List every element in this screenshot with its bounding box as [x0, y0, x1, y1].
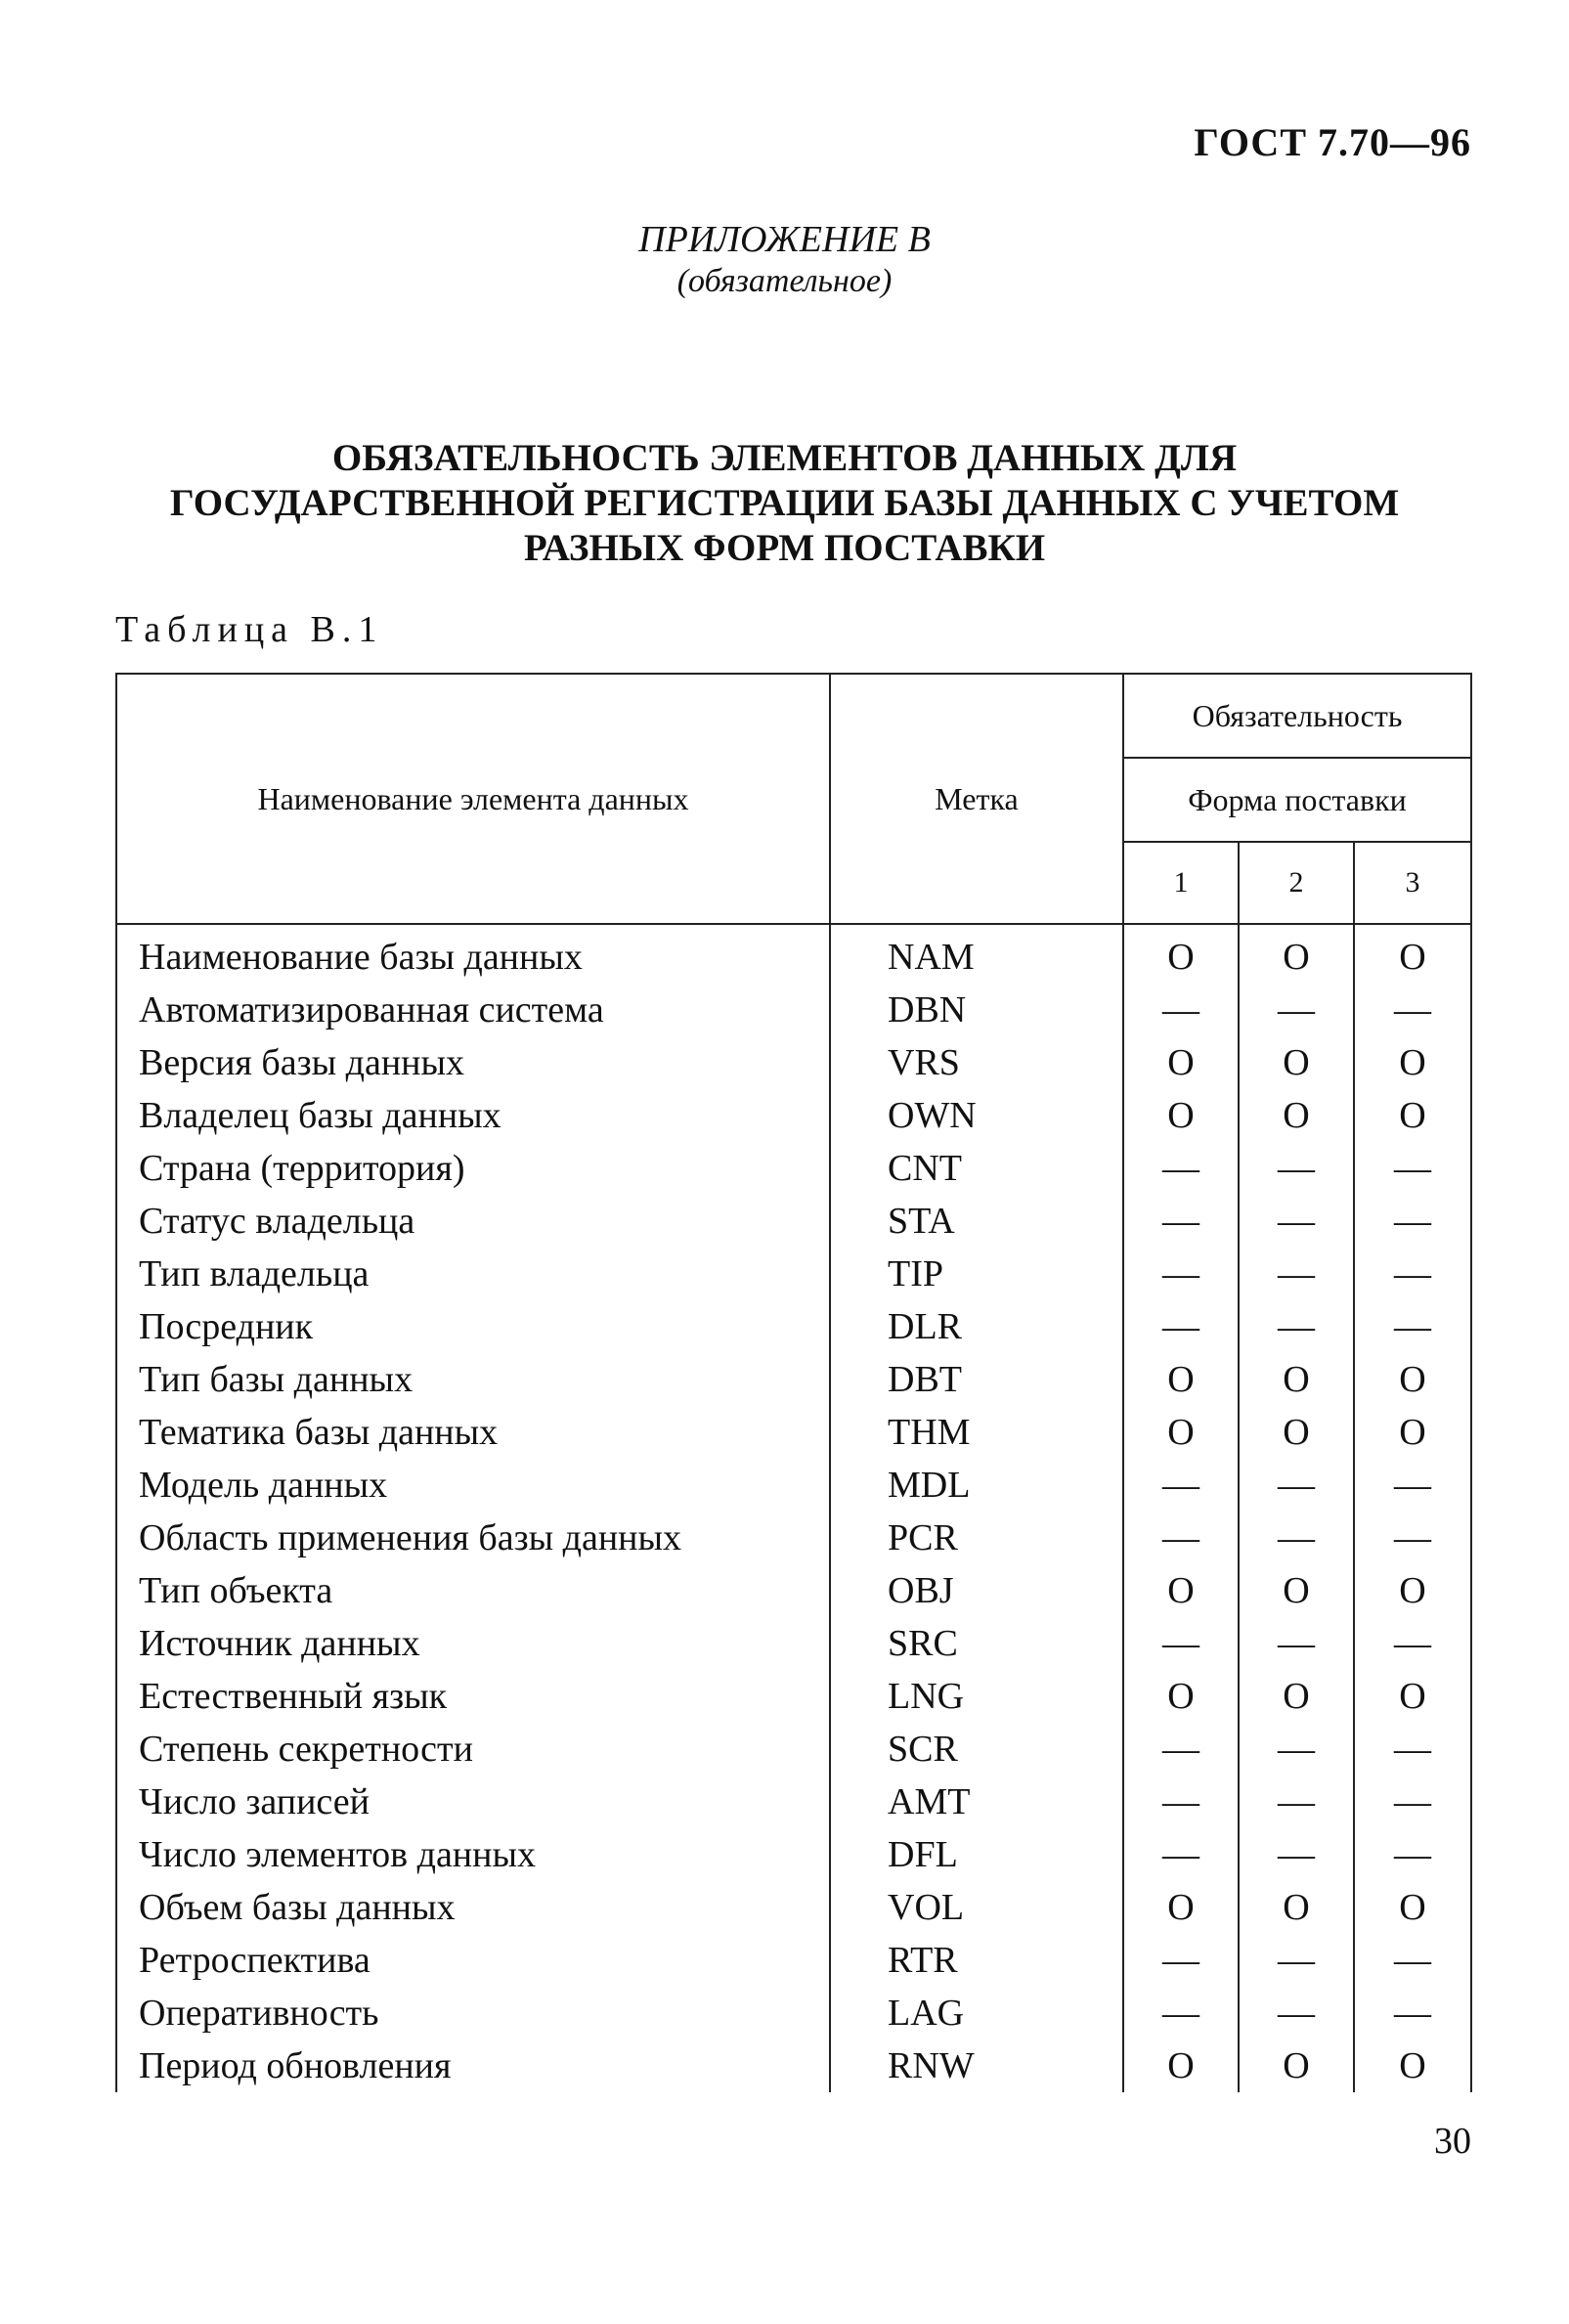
- element-name-cell: Степень секретности: [116, 1723, 830, 1776]
- form-2-obligation-cell: —: [1239, 1776, 1354, 1828]
- form-2-obligation-cell: O: [1239, 1353, 1354, 1406]
- table-row: [116, 1036, 1471, 1089]
- form-3-obligation-cell: O: [1354, 1089, 1471, 1142]
- element-name-cell: Число записей: [116, 1776, 830, 1828]
- element-name-cell: Объем базы данных: [116, 1881, 830, 1934]
- tag-cell: VRS: [830, 1036, 1123, 1089]
- tag-cell: PCR: [830, 1512, 1123, 1564]
- element-name-cell: Версия базы данных: [116, 1036, 830, 1089]
- main-title-line-3: РАЗНЫХ ФОРМ ПОСТАВКИ: [523, 527, 1046, 569]
- form-1-obligation-cell: O: [1123, 1353, 1239, 1406]
- form-3-obligation-cell: —: [1354, 1987, 1471, 2039]
- form-2-obligation-cell: —: [1239, 1300, 1354, 1353]
- tag-cell: TIP: [830, 1248, 1123, 1300]
- form-2-obligation-cell: —: [1239, 1987, 1354, 2039]
- element-name-cell: Посредник: [116, 1300, 830, 1353]
- form-3-obligation-cell: —: [1354, 1459, 1471, 1512]
- element-name-cell: Тип объекта: [116, 1564, 830, 1617]
- table-row: [116, 1987, 1471, 2039]
- header-tag: Метка: [830, 674, 1123, 924]
- table-row: [116, 1670, 1471, 1723]
- form-3-obligation-cell: —: [1354, 984, 1471, 1036]
- form-1-obligation-cell: —: [1123, 1300, 1239, 1353]
- page-number: 30: [1434, 2121, 1471, 2162]
- element-name-cell: Тематика базы данных: [116, 1406, 830, 1459]
- form-3-obligation-cell: —: [1354, 1617, 1471, 1670]
- form-3-obligation-cell: —: [1354, 1512, 1471, 1564]
- table-caption: Таблица В.1: [115, 609, 384, 650]
- table-row: [116, 1512, 1471, 1564]
- tag-cell: CNT: [830, 1142, 1123, 1195]
- tag-cell: RTR: [830, 1934, 1123, 1987]
- element-name-cell: Тип владельца: [116, 1248, 830, 1300]
- form-1-obligation-cell: —: [1123, 1987, 1239, 2039]
- table-row: [116, 1300, 1471, 1353]
- form-2-obligation-cell: O: [1239, 924, 1354, 984]
- form-2-obligation-cell: —: [1239, 1934, 1354, 1987]
- table-row: [116, 1723, 1471, 1776]
- table-row: [116, 1089, 1471, 1142]
- header-form-2: 2: [1239, 842, 1354, 924]
- form-1-obligation-cell: —: [1123, 1828, 1239, 1881]
- data-elements-table: [115, 673, 1472, 2092]
- table-row: [116, 1617, 1471, 1670]
- tag-cell: LNG: [830, 1670, 1123, 1723]
- table-row: [116, 1406, 1471, 1459]
- element-name-cell: Модель данных: [116, 1459, 830, 1512]
- tag-cell: NAM: [830, 924, 1123, 984]
- appendix-subtitle: (обязательное): [676, 263, 893, 299]
- form-2-obligation-cell: O: [1239, 1089, 1354, 1142]
- form-3-obligation-cell: —: [1354, 1776, 1471, 1828]
- form-1-obligation-cell: —: [1123, 1617, 1239, 1670]
- form-2-obligation-cell: —: [1239, 1828, 1354, 1881]
- form-1-obligation-cell: O: [1123, 924, 1239, 984]
- form-2-obligation-cell: O: [1239, 1881, 1354, 1934]
- form-3-obligation-cell: —: [1354, 1142, 1471, 1195]
- table-row: [116, 1828, 1471, 1881]
- form-3-obligation-cell: —: [1354, 1934, 1471, 1987]
- table-row: [116, 924, 1471, 984]
- tag-cell: SCR: [830, 1723, 1123, 1776]
- element-name-cell: Период обновления: [116, 2039, 830, 2092]
- form-2-obligation-cell: O: [1239, 1036, 1354, 1089]
- form-1-obligation-cell: —: [1123, 1459, 1239, 1512]
- table-row: [116, 1248, 1471, 1300]
- tag-cell: VOL: [830, 1881, 1123, 1934]
- header-delivery-form: Форма поставки: [1123, 758, 1471, 842]
- tag-cell: AMT: [830, 1776, 1123, 1828]
- form-3-obligation-cell: O: [1354, 1036, 1471, 1089]
- form-3-obligation-cell: O: [1354, 1564, 1471, 1617]
- form-2-obligation-cell: —: [1239, 1723, 1354, 1776]
- form-2-obligation-cell: —: [1239, 1459, 1354, 1512]
- table-row: [116, 1564, 1471, 1617]
- form-1-obligation-cell: O: [1123, 1089, 1239, 1142]
- element-name-cell: Статус владельца: [116, 1195, 830, 1248]
- form-2-obligation-cell: —: [1239, 1195, 1354, 1248]
- tag-cell: DLR: [830, 1300, 1123, 1353]
- tag-cell: STA: [830, 1195, 1123, 1248]
- main-title: [0, 436, 1569, 571]
- tag-cell: LAG: [830, 1987, 1123, 2039]
- element-name-cell: Наименование базы данных: [116, 924, 830, 984]
- appendix-heading: [0, 217, 1569, 301]
- tag-cell: SRC: [830, 1617, 1123, 1670]
- table-row: [116, 984, 1471, 1036]
- form-3-obligation-cell: —: [1354, 1195, 1471, 1248]
- form-1-obligation-cell: O: [1123, 1036, 1239, 1089]
- table-row: [116, 1459, 1471, 1512]
- form-3-obligation-cell: —: [1354, 1248, 1471, 1300]
- form-3-obligation-cell: O: [1354, 1670, 1471, 1723]
- form-1-obligation-cell: —: [1123, 1248, 1239, 1300]
- table-row: [116, 1142, 1471, 1195]
- form-3-obligation-cell: —: [1354, 1828, 1471, 1881]
- tag-cell: OBJ: [830, 1564, 1123, 1617]
- form-1-obligation-cell: —: [1123, 1195, 1239, 1248]
- main-title-line-1: ОБЯЗАТЕЛЬНОСТЬ ЭЛЕМЕНТОВ ДАННЫХ ДЛЯ: [331, 437, 1238, 479]
- form-2-obligation-cell: —: [1239, 1617, 1354, 1670]
- form-3-obligation-cell: —: [1354, 1723, 1471, 1776]
- form-1-obligation-cell: O: [1123, 1881, 1239, 1934]
- tag-cell: DBN: [830, 984, 1123, 1036]
- tag-cell: THM: [830, 1406, 1123, 1459]
- document-code: ГОСТ 7.70—96: [1194, 120, 1471, 164]
- form-1-obligation-cell: —: [1123, 1776, 1239, 1828]
- form-3-obligation-cell: O: [1354, 924, 1471, 984]
- element-name-cell: Источник данных: [116, 1617, 830, 1670]
- form-3-obligation-cell: O: [1354, 1353, 1471, 1406]
- form-1-obligation-cell: O: [1123, 1670, 1239, 1723]
- form-1-obligation-cell: —: [1123, 1142, 1239, 1195]
- element-name-cell: Тип базы данных: [116, 1353, 830, 1406]
- form-1-obligation-cell: —: [1123, 1934, 1239, 1987]
- form-2-obligation-cell: —: [1239, 1142, 1354, 1195]
- table-row: [116, 1881, 1471, 1934]
- form-1-obligation-cell: O: [1123, 2039, 1239, 2092]
- form-2-obligation-cell: O: [1239, 1406, 1354, 1459]
- form-2-obligation-cell: O: [1239, 1670, 1354, 1723]
- table-row: [116, 1934, 1471, 1987]
- form-2-obligation-cell: O: [1239, 2039, 1354, 2092]
- table-row: [116, 1195, 1471, 1248]
- form-1-obligation-cell: —: [1123, 1512, 1239, 1564]
- element-name-cell: Владелец базы данных: [116, 1089, 830, 1142]
- form-1-obligation-cell: —: [1123, 1723, 1239, 1776]
- element-name-cell: Оперативность: [116, 1987, 830, 2039]
- form-2-obligation-cell: O: [1239, 1564, 1354, 1617]
- form-2-obligation-cell: —: [1239, 1512, 1354, 1564]
- tag-cell: DFL: [830, 1828, 1123, 1881]
- element-name-cell: Ретроспектива: [116, 1934, 830, 1987]
- form-1-obligation-cell: O: [1123, 1564, 1239, 1617]
- form-2-obligation-cell: —: [1239, 1248, 1354, 1300]
- table-row: [116, 1353, 1471, 1406]
- form-3-obligation-cell: —: [1354, 1300, 1471, 1353]
- table-body: [116, 924, 1471, 2092]
- element-name-cell: Число элементов данных: [116, 1828, 830, 1881]
- element-name-cell: Естественный язык: [116, 1670, 830, 1723]
- form-3-obligation-cell: O: [1354, 1406, 1471, 1459]
- table-row: [116, 1776, 1471, 1828]
- main-title-line-2: ГОСУДАРСТВЕННОЙ РЕГИСТРАЦИИ БАЗЫ ДАННЫХ С УЧЕТОМ: [169, 482, 1400, 524]
- form-2-obligation-cell: —: [1239, 984, 1354, 1036]
- tag-cell: MDL: [830, 1459, 1123, 1512]
- element-name-cell: Страна (территория): [116, 1142, 830, 1195]
- header-obligation: Обязательность: [1123, 674, 1471, 758]
- table-row: [116, 2039, 1471, 2092]
- header-form-1: 1: [1123, 842, 1239, 924]
- tag-cell: OWN: [830, 1089, 1123, 1142]
- element-name-cell: Область применения базы данных: [116, 1512, 830, 1564]
- form-3-obligation-cell: O: [1354, 2039, 1471, 2092]
- form-1-obligation-cell: —: [1123, 984, 1239, 1036]
- tag-cell: RNW: [830, 2039, 1123, 2092]
- element-name-cell: Автоматизированная система: [116, 984, 830, 1036]
- form-1-obligation-cell: O: [1123, 1406, 1239, 1459]
- appendix-title: ПРИЛОЖЕНИЕ В: [638, 219, 931, 260]
- tag-cell: DBT: [830, 1353, 1123, 1406]
- form-3-obligation-cell: O: [1354, 1881, 1471, 1934]
- header-form-3: 3: [1354, 842, 1471, 924]
- header-element-name: Наименование элемента данных: [116, 674, 830, 924]
